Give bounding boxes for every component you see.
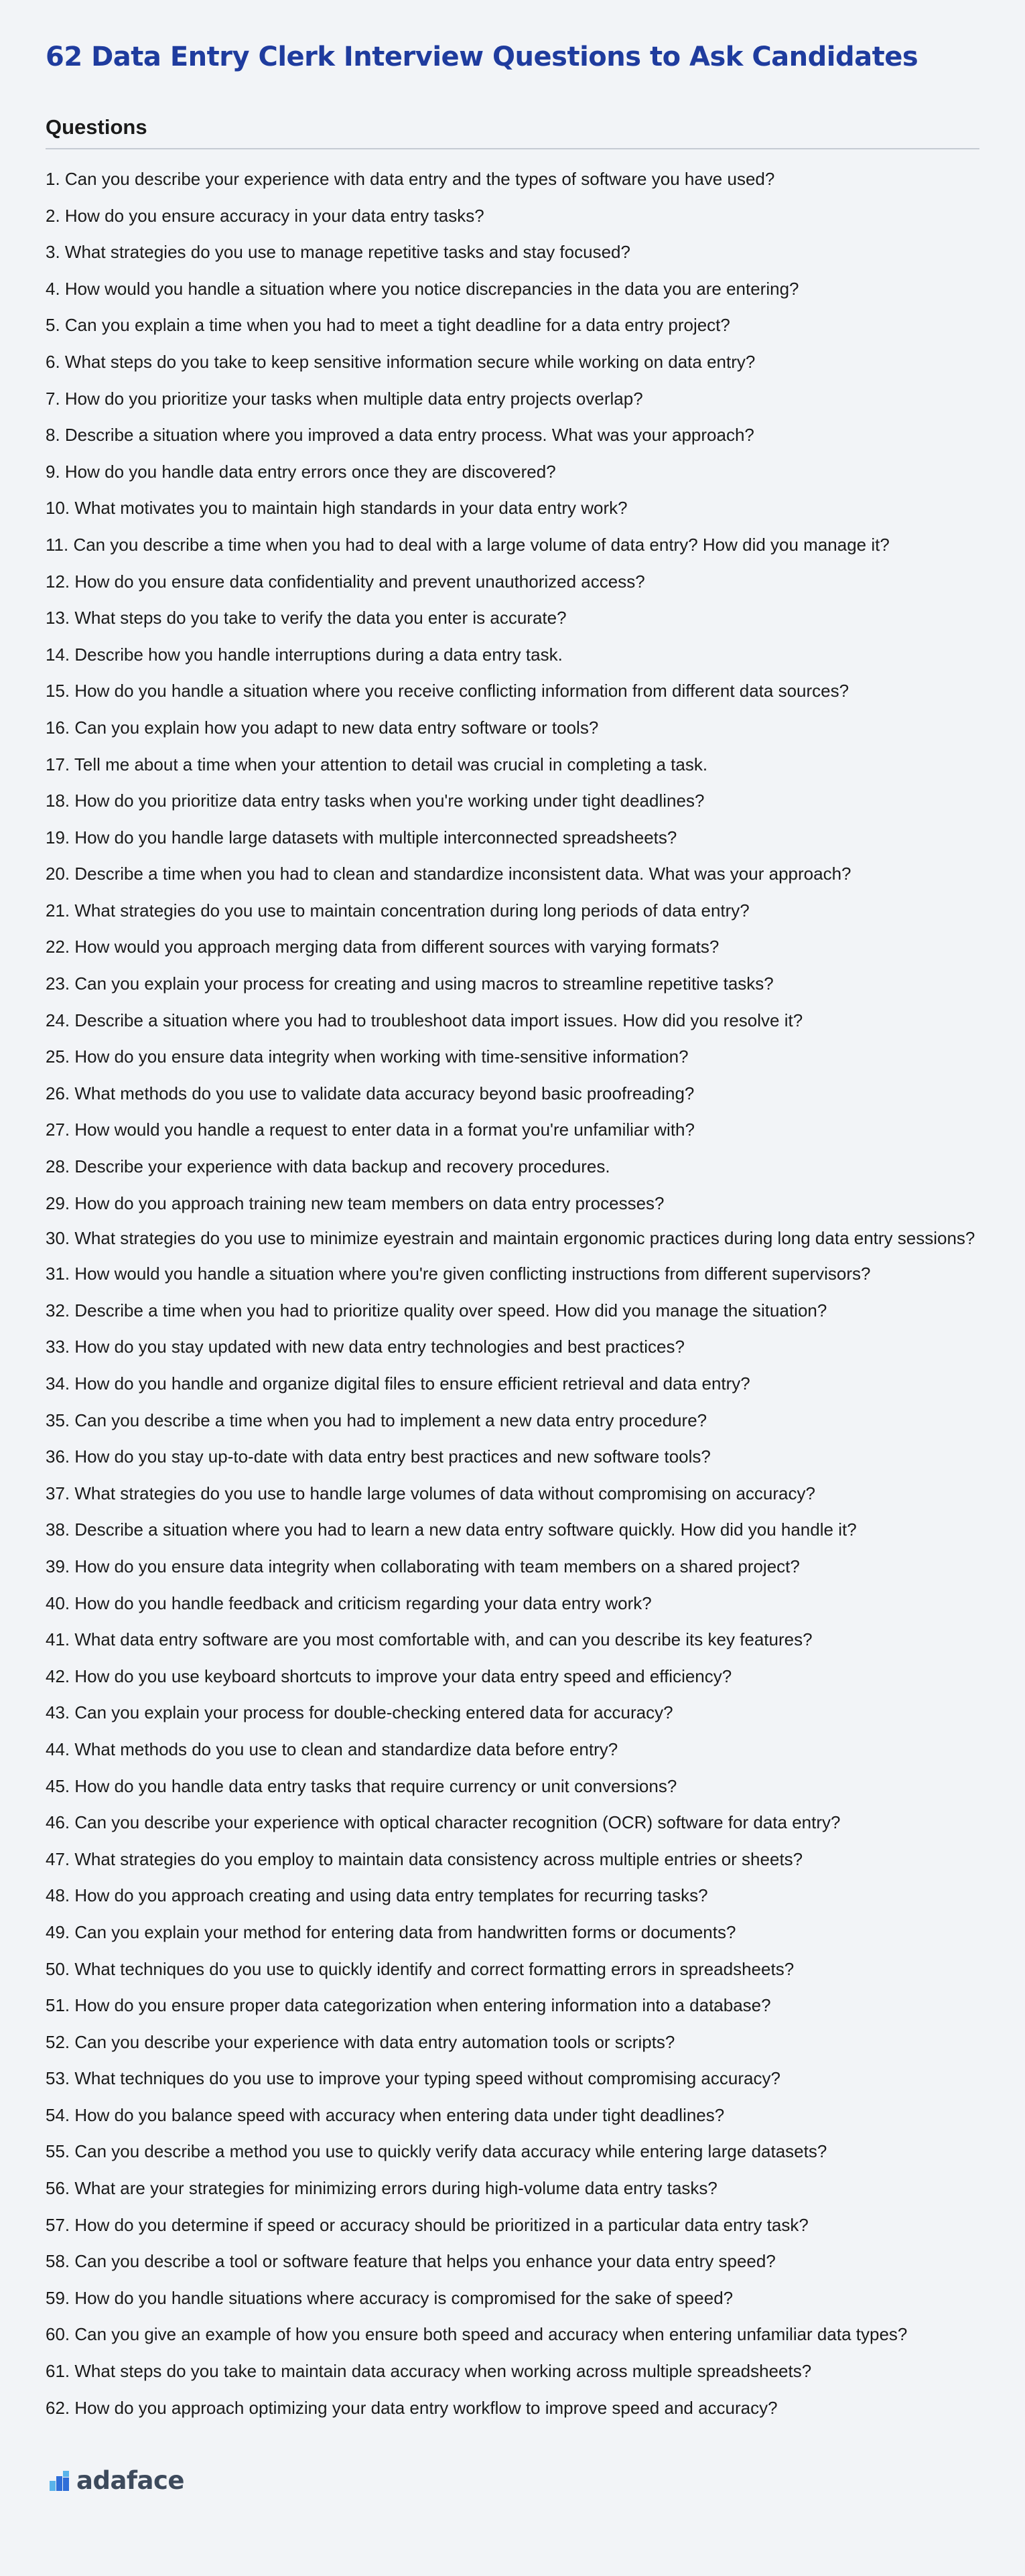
question-item: 32. Describe a time when you had to prioritize quality over speed. How did you manage the situation? xyxy=(46,1300,827,1320)
question-item: 46. Can you describe your experience with optical character recognition (OCR) software for data entry? xyxy=(46,1812,841,1833)
question-item: 42. How do you use keyboard shortcuts to improve your data entry speed and efficiency? xyxy=(46,1666,732,1686)
question-item: 37. What strategies do you use to handle large volumes of data without compromising on accuracy? xyxy=(46,1483,815,1503)
page-title: 62 Data Entry Clerk Interview Questions to Ask Candidates xyxy=(46,42,918,72)
question-item: 14. Describe how you handle interruptions during a data entry task. xyxy=(46,644,563,665)
question-item: 55. Can you describe a method you use to quickly verify data accuracy while entering large datasets? xyxy=(46,2141,827,2162)
question-item: 57. How do you determine if speed or accuracy should be prioritized in a particular data entry task? xyxy=(46,2214,809,2235)
question-item: 4. How would you handle a situation where you notice discrepancies in the data you are entering? xyxy=(46,278,799,299)
question-item: 19. How do you handle large datasets with multiple interconnected spreadsheets? xyxy=(46,827,677,848)
question-item: 6. What steps do you take to keep sensitive information secure while working on data entry? xyxy=(46,351,756,372)
question-item: 39. How do you ensure data integrity when collaborating with team members on a shared project? xyxy=(46,1556,800,1576)
question-item: 60. Can you give an example of how you ensure both speed and accuracy when entering unfamiliar data types? xyxy=(46,2324,908,2345)
question-item: 25. How do you ensure data integrity when working with time-sensitive information? xyxy=(46,1046,689,1067)
question-list xyxy=(46,169,979,2434)
section-divider xyxy=(46,148,979,149)
question-item: 28. Describe your experience with data backup and recovery procedures. xyxy=(46,1156,610,1177)
question-item: 59. How do you handle situations where accuracy is compromised for the sake of speed? xyxy=(46,2287,734,2308)
logo-text: adaface xyxy=(76,2466,185,2495)
question-item: 41. What data entry software are you most comfortable with, and can you describe its key features? xyxy=(46,1629,813,1650)
question-item: 33. How do you stay updated with new data entry technologies and best practices? xyxy=(46,1337,685,1357)
question-item: 27. How would you handle a request to enter data in a format you're unfamiliar with? xyxy=(46,1120,695,1140)
question-item: 40. How do you handle feedback and criticism regarding your data entry work? xyxy=(46,1592,652,1613)
question-item: 16. Can you explain how you adapt to new data entry software or tools? xyxy=(46,717,599,738)
question-item: 49. Can you explain your method for entering data from handwritten forms or documents? xyxy=(46,1921,736,1942)
question-item: 8. Describe a situation where you improved a data entry process. What was your approach? xyxy=(46,425,754,446)
question-item: 9. How do you handle data entry errors once they are discovered? xyxy=(46,461,556,482)
question-item: 53. What techniques do you use to improve your typing speed without compromising accuracy? xyxy=(46,2068,780,2089)
question-item: 31. How would you handle a situation where you're given conflicting instructions from different supervisors? xyxy=(46,1264,871,1284)
question-item: 38. Describe a situation where you had to learn a new data entry software quickly. How did you handle it? xyxy=(46,1519,857,1540)
question-item: 13. What steps do you take to verify the data you enter is accurate? xyxy=(46,608,567,628)
question-item: 30. What strategies do you use to minimize eyestrain and maintain ergonomic practices during long data entry sessions? xyxy=(46,1228,975,1249)
question-item: 7. How do you prioritize your tasks when multiple data entry projects overlap? xyxy=(46,388,643,409)
question-item: 43. Can you explain your process for double-checking entered data for accuracy? xyxy=(46,1702,673,1723)
question-item: 58. Can you describe a tool or software feature that helps you enhance your data entry speed? xyxy=(46,2251,776,2272)
question-item: 44. What methods do you use to clean and standardize data before entry? xyxy=(46,1739,618,1759)
question-item: 22. How would you approach merging data from different sources with varying formats? xyxy=(46,937,720,957)
question-item: 21. What strategies do you use to maintain concentration during long periods of data entry? xyxy=(46,900,750,921)
question-item: 62. How do you approach optimizing your data entry workflow to improve speed and accuracy? xyxy=(46,2397,778,2418)
question-item: 54. How do you balance speed with accuracy when entering data under tight deadlines? xyxy=(46,2104,725,2125)
question-item: 61. What steps do you take to maintain data accuracy when working across multiple spreadsheets? xyxy=(46,2361,812,2382)
question-item: 50. What techniques do you use to quickly identify and correct formatting errors in spreadsheets? xyxy=(46,1958,795,1979)
question-item: 17. Tell me about a time when your attention to detail was crucial in completing a task. xyxy=(46,754,708,774)
question-item: 47. What strategies do you employ to maintain data consistency across multiple entries or sheets? xyxy=(46,1848,803,1869)
question-item: 35. Can you describe a time when you had to implement a new data entry procedure? xyxy=(46,1410,707,1430)
question-item: 52. Can you describe your experience with data entry automation tools or scripts? xyxy=(46,2031,675,2052)
question-item: 34. How do you handle and organize digital files to ensure efficient retrieval and data entry? xyxy=(46,1373,750,1394)
question-item: 5. Can you explain a time when you had to meet a tight deadline for a data entry project? xyxy=(46,315,730,336)
question-item: 2. How do you ensure accuracy in your data entry tasks? xyxy=(46,205,484,226)
section-heading: Questions xyxy=(46,115,147,139)
question-item: 10. What motivates you to maintain high standards in your data entry work? xyxy=(46,498,628,519)
question-item: 24. Describe a situation where you had to troubleshoot data import issues. How did you resolve it? xyxy=(46,1010,803,1030)
question-item: 11. Can you describe a time when you had to deal with a large volume of data entry? How did you manage it? xyxy=(46,534,890,555)
question-item: 48. How do you approach creating and using data entry templates for recurring tasks? xyxy=(46,1885,708,1906)
question-item: 1. Can you describe your experience with data entry and the types of software you have used? xyxy=(46,169,775,189)
question-item: 18. How do you prioritize data entry tasks when you're working under tight deadlines? xyxy=(46,791,705,811)
footer-logo[interactable] xyxy=(50,2468,184,2493)
question-item: 23. Can you explain your process for creating and using macros to streamline repetitive tasks? xyxy=(46,973,774,994)
question-item: 26. What methods do you use to validate data accuracy beyond basic proofreading? xyxy=(46,1083,695,1103)
question-item: 51. How do you ensure proper data categorization when entering information into a database? xyxy=(46,1995,771,2016)
question-item: 15. How do you handle a situation where you receive conflicting information from different data sources? xyxy=(46,681,849,701)
question-item: 29. How do you approach training new team members on data entry processes? xyxy=(46,1193,665,1213)
adaface-logo-icon xyxy=(50,2471,70,2491)
question-item: 3. What strategies do you use to manage repetitive tasks and stay focused? xyxy=(46,242,630,263)
question-item: 45. How do you handle data entry tasks that require currency or unit conversions? xyxy=(46,1775,677,1796)
question-item: 12. How do you ensure data confidentiality and prevent unauthorized access? xyxy=(46,571,645,592)
question-item: 20. Describe a time when you had to clean and standardize inconsistent data. What was your approach? xyxy=(46,864,851,884)
question-item: 36. How do you stay up-to-date with data entry best practices and new software tools? xyxy=(46,1446,711,1467)
question-item: 56. What are your strategies for minimizing errors during high-volume data entry tasks? xyxy=(46,2178,718,2199)
